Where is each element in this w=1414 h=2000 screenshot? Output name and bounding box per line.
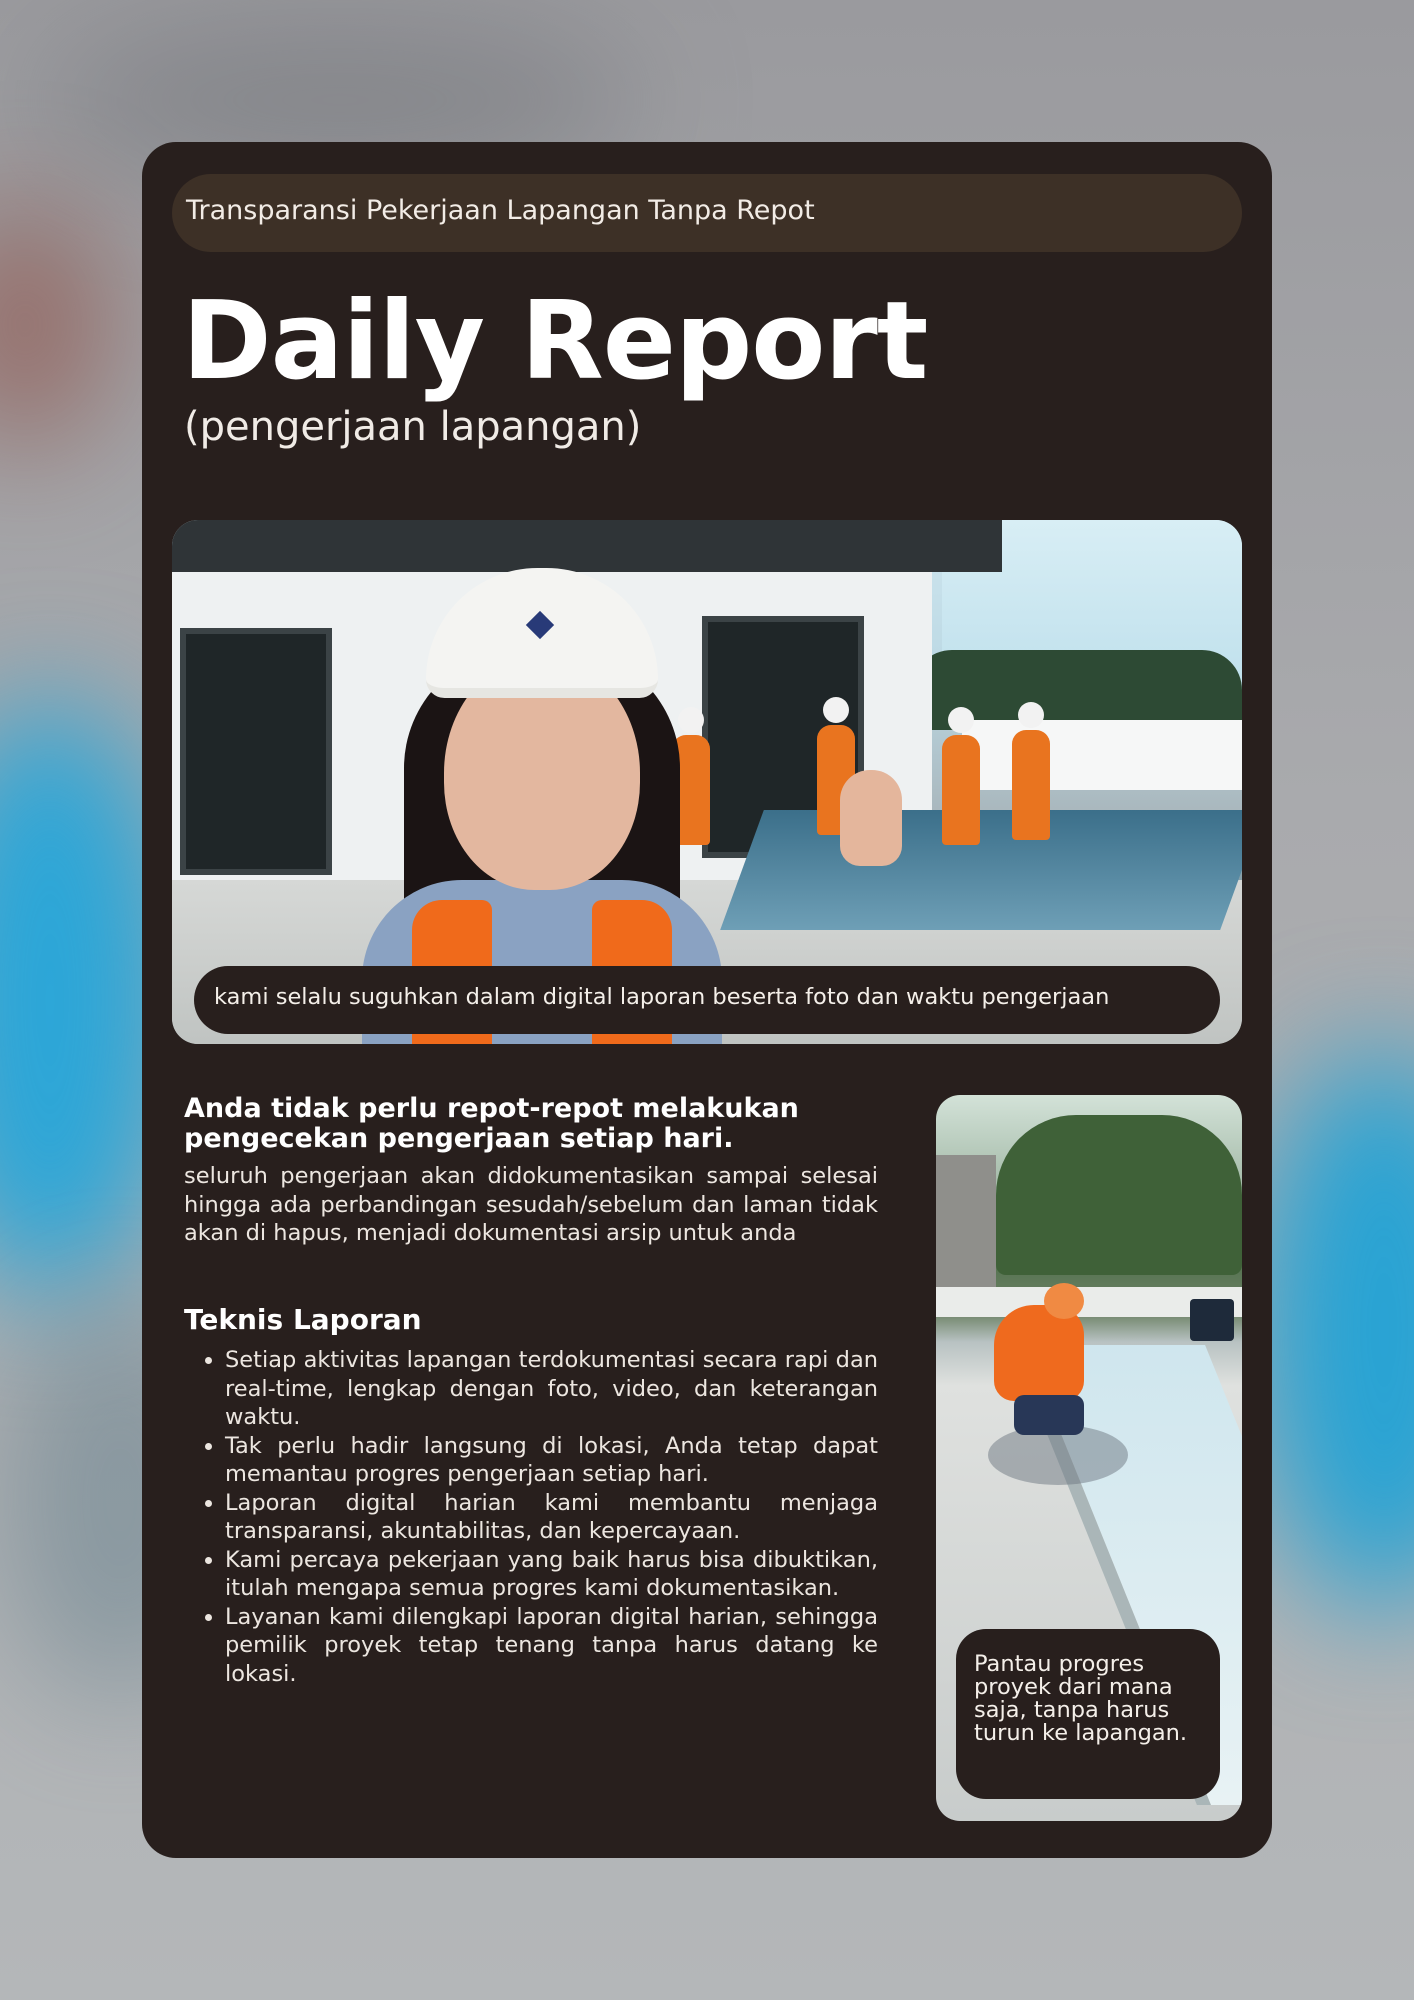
tagline-text: Transparansi Pekerjaan Lapangan Tanpa Repot (186, 195, 815, 226)
list-item: • Layanan kami dilengkapi laporan digital harian, sehingga pemilik proyek tetap tenang tanpa harus datang ke lokasi. (225, 1603, 878, 1689)
list-item: • Kami percaya pekerjaan yang baik harus bisa dibuktikan, itulah mengapa semua progres kami dokumentasikan. (225, 1546, 878, 1603)
side-caption-text: Pantau progres proyek dari mana saja, tanpa harus turun ke lapangan. (974, 1651, 1188, 1746)
technical-heading: Teknis Laporan (184, 1303, 422, 1336)
side-photo (936, 1095, 1242, 1821)
report-card (142, 142, 1272, 1858)
list-item: • Setiap aktivitas lapangan terdokumentasi secara rapi dan real-time, lengkap dengan foto, video, dan keterangan waktu. (225, 1346, 878, 1432)
list-item: • Tak perlu hadir langsung di lokasi, Anda tetap dapat memantau progres pengerjaan setiap hari. (225, 1432, 878, 1489)
page-subtitle: (pengerjaan lapangan) (184, 404, 642, 450)
hero-caption-text: kami selalu suguhkan dalam digital laporan beserta foto dan waktu pengerjaan (214, 984, 1110, 1010)
worker-figure (994, 1305, 1084, 1401)
intro-paragraph: seluruh pengerjaan akan didokumentasikan sampai selesai hingga ada perbandingan sesudah/sebelum dan laman tidak akan di hapus, menjadi dokumentasi arsip untuk anda (184, 1163, 878, 1246)
hero-photo (172, 520, 1242, 1044)
page-title: Daily Report (182, 279, 928, 404)
hero-caption (194, 966, 1220, 1034)
tagline-pill (172, 174, 1242, 252)
intro-heading: Anda tidak perlu repot-repot melakukan pengecekan pengerjaan setiap hari. (184, 1093, 799, 1154)
technical-list (184, 1346, 878, 1688)
list-item: • Laporan digital harian kami membantu menjaga transparansi, akuntabilitas, dan kepercayaan. (225, 1489, 878, 1546)
side-caption (956, 1629, 1220, 1799)
